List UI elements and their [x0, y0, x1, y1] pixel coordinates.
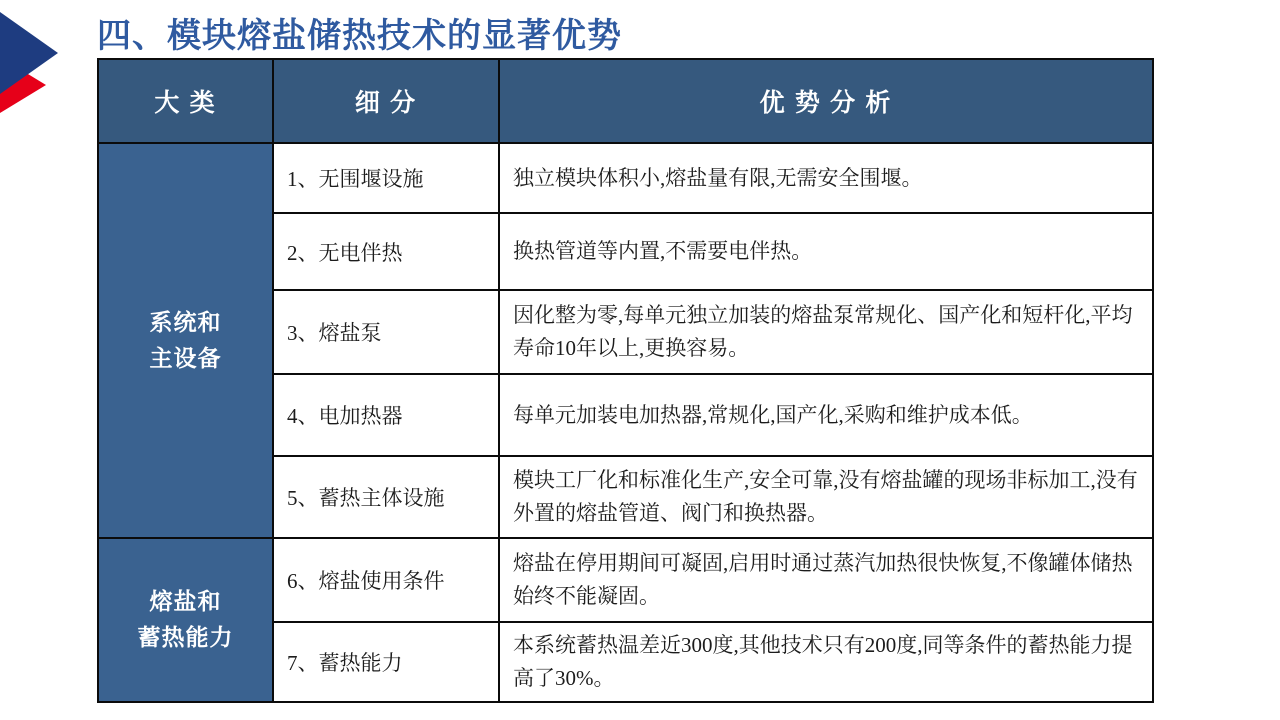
analysis-cell: 每单元加装电加热器,常规化,国产化,采购和维护成本低。 [500, 375, 1152, 455]
subdivision-cell: 4、电加热器 [274, 375, 498, 455]
column-header-subdivision: 细 分 [274, 60, 498, 142]
analysis-cell: 熔盐在停用期间可凝固,启用时通过蒸汽加热很快恢复,不像罐体储热始终不能凝固。 [500, 539, 1152, 621]
category-line: 熔盐和 [149, 589, 222, 615]
subdivision-cell: 1、无围堰设施 [274, 144, 498, 212]
category-cell-molten-salt-storage [99, 539, 272, 701]
analysis-cell: 模块工厂化和标准化生产,安全可靠,没有熔盐罐的现场非标加工,没有外置的熔盐管道、阀门和换热器。 [500, 457, 1152, 537]
category-line: 系统和 [149, 309, 222, 335]
subdivision-cell: 7、蓄热能力 [274, 623, 498, 701]
subdivision-cell: 6、熔盐使用条件 [274, 539, 498, 621]
advantages-table [97, 58, 1154, 703]
category-cell-system-equipment [99, 144, 272, 537]
slide-title: 四、模块熔盐储热技术的显著优势 [97, 18, 622, 55]
category-line: 蓄热能力 [137, 625, 234, 650]
analysis-cell: 因化整为零,每单元独立加装的熔盐泵常规化、国产化和短杆化,平均寿命10年以上,更换容易。 [500, 291, 1152, 373]
category-line: 主设备 [149, 345, 222, 371]
analysis-cell: 换热管道等内置,不需要电伴热。 [500, 214, 1152, 289]
analysis-cell: 独立模块体积小,熔盐量有限,无需安全围堰。 [500, 144, 1152, 212]
column-header-category: 大 类 [99, 60, 272, 142]
slide-corner-decoration [0, 0, 70, 130]
subdivision-cell: 5、蓄热主体设施 [274, 457, 498, 537]
column-header-advantage-analysis: 优 势 分 析 [500, 60, 1152, 142]
subdivision-cell: 2、无电伴热 [274, 214, 498, 289]
subdivision-cell: 3、熔盐泵 [274, 291, 498, 373]
analysis-cell: 本系统蓄热温差近300度,其他技术只有200度,同等条件的蓄热能力提高了30%。 [500, 623, 1152, 701]
